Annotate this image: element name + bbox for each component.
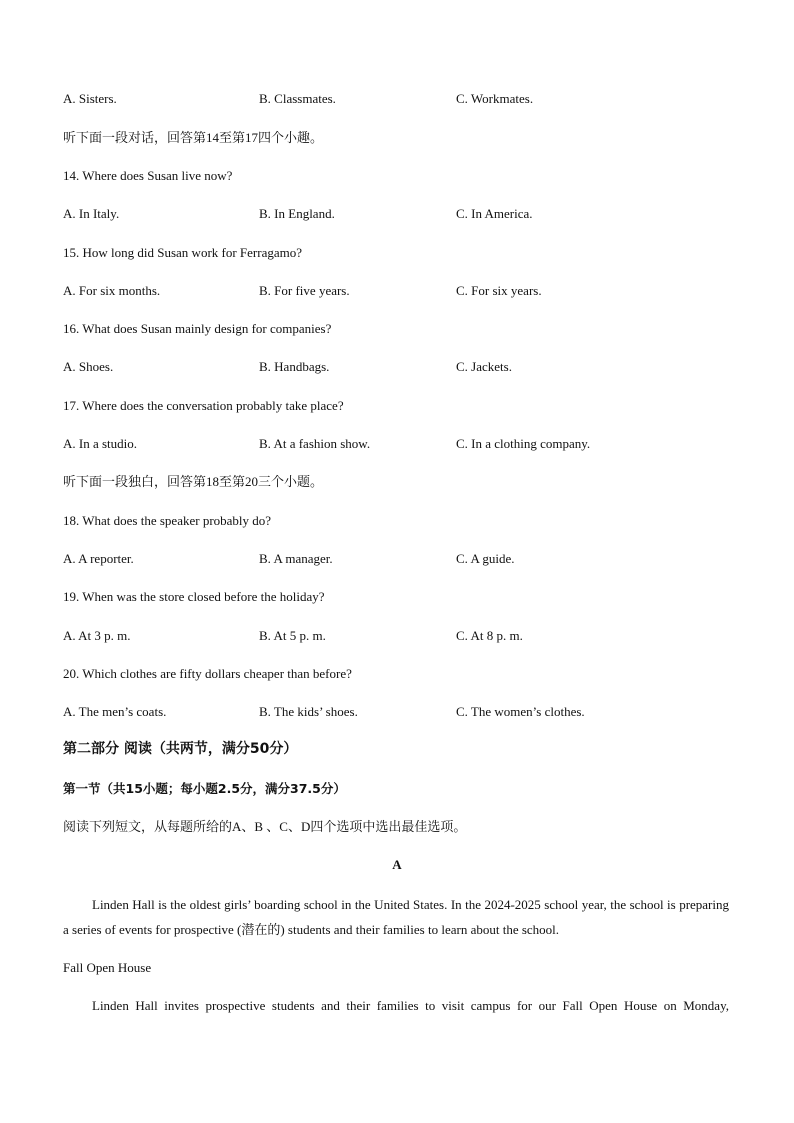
subheading-fall-open-house: Fall Open House xyxy=(63,960,152,975)
question-16-stem: 16. What does Susan mainly design for companies? xyxy=(63,321,332,336)
q15-option-b: B. For five years. xyxy=(259,283,350,298)
q13-option-b: B. Classmates. xyxy=(259,91,336,106)
question-19-options xyxy=(63,628,743,644)
q18-option-c: C. A guide. xyxy=(456,551,515,566)
passage-letter: A xyxy=(392,857,402,872)
q20-option-c: C. The women’s clothes. xyxy=(456,704,585,719)
question-19-stem: 19. When was the store closed before the holiday? xyxy=(63,589,325,604)
question-20-options xyxy=(63,704,743,720)
q13-option-c: C. Workmates. xyxy=(456,91,534,106)
passage-paragraph-2: Linden Hall invites prospective students and their families to visit campus for our Fall Open House on Monday, xyxy=(92,998,729,1013)
question-15-stem: 15. How long did Susan work for Ferragamo? xyxy=(63,245,303,260)
reading-instruction: 阅读下列短文，从每题所给的A、B 、C、D四个选项中选出最佳选项。 xyxy=(63,819,467,834)
question-17-stem: 17. Where does the conversation probably take place? xyxy=(63,398,344,413)
q14-option-c: C. In America. xyxy=(456,206,533,221)
listening-instruction-18-20: 听下面一段独白，回答第18至第20三个小题。 xyxy=(63,474,324,489)
question-17-options xyxy=(63,436,743,452)
q14-option-a: A. In Italy. xyxy=(63,206,120,221)
passage-paragraph-1: Linden Hall is the oldest girls’ boarding school in the United States. In the 2024-2025 school year, the school is preparing a series of events for prospective (潜在的) students and their families to learn about the school. xyxy=(63,897,729,937)
question-16-options xyxy=(63,359,743,375)
question-18-stem: 18. What does the speaker probably do? xyxy=(63,513,272,528)
question-14-options xyxy=(63,206,743,222)
question-14-stem: 14. Where does Susan live now? xyxy=(63,168,233,183)
q20-option-a: A. The men’s coats. xyxy=(63,704,167,719)
question-20-stem: 20. Which clothes are fifty dollars cheaper than before? xyxy=(63,666,352,681)
question-18-options xyxy=(63,551,743,567)
question-15-options xyxy=(63,283,743,299)
q19-option-b: B. At 5 p. m. xyxy=(259,628,326,643)
q18-option-a: A. A reporter. xyxy=(63,551,134,566)
q19-option-c: C. At 8 p. m. xyxy=(456,628,523,643)
q19-option-a: A. At 3 p. m. xyxy=(63,628,131,643)
q17-option-a: A. In a studio. xyxy=(63,436,138,451)
q15-option-a: A. For six months. xyxy=(63,283,161,298)
part-2-title: 第二部分 阅读（共两节，满分50分） xyxy=(63,741,298,757)
q15-option-c: C. For six years. xyxy=(456,283,542,298)
listening-instruction-14-17: 听下面一段对话，回答第14至第17四个小趣。 xyxy=(63,130,324,145)
q16-option-b: B. Handbags. xyxy=(259,359,330,374)
q14-option-b: B. In England. xyxy=(259,206,335,221)
q18-option-b: B. A manager. xyxy=(259,551,333,566)
q16-option-a: A. Shoes. xyxy=(63,359,114,374)
q17-option-c: C. In a clothing company. xyxy=(456,436,591,451)
q13-option-a: A. Sisters. xyxy=(63,91,117,106)
q17-option-b: B. At a fashion show. xyxy=(259,436,371,451)
section-1-title: 第一节（共15小题；每小题2.5分，满分37.5分） xyxy=(63,781,346,796)
q20-option-b: B. The kids’ shoes. xyxy=(259,704,358,719)
question-13-options xyxy=(63,91,743,107)
q16-option-c: C. Jackets. xyxy=(456,359,512,374)
